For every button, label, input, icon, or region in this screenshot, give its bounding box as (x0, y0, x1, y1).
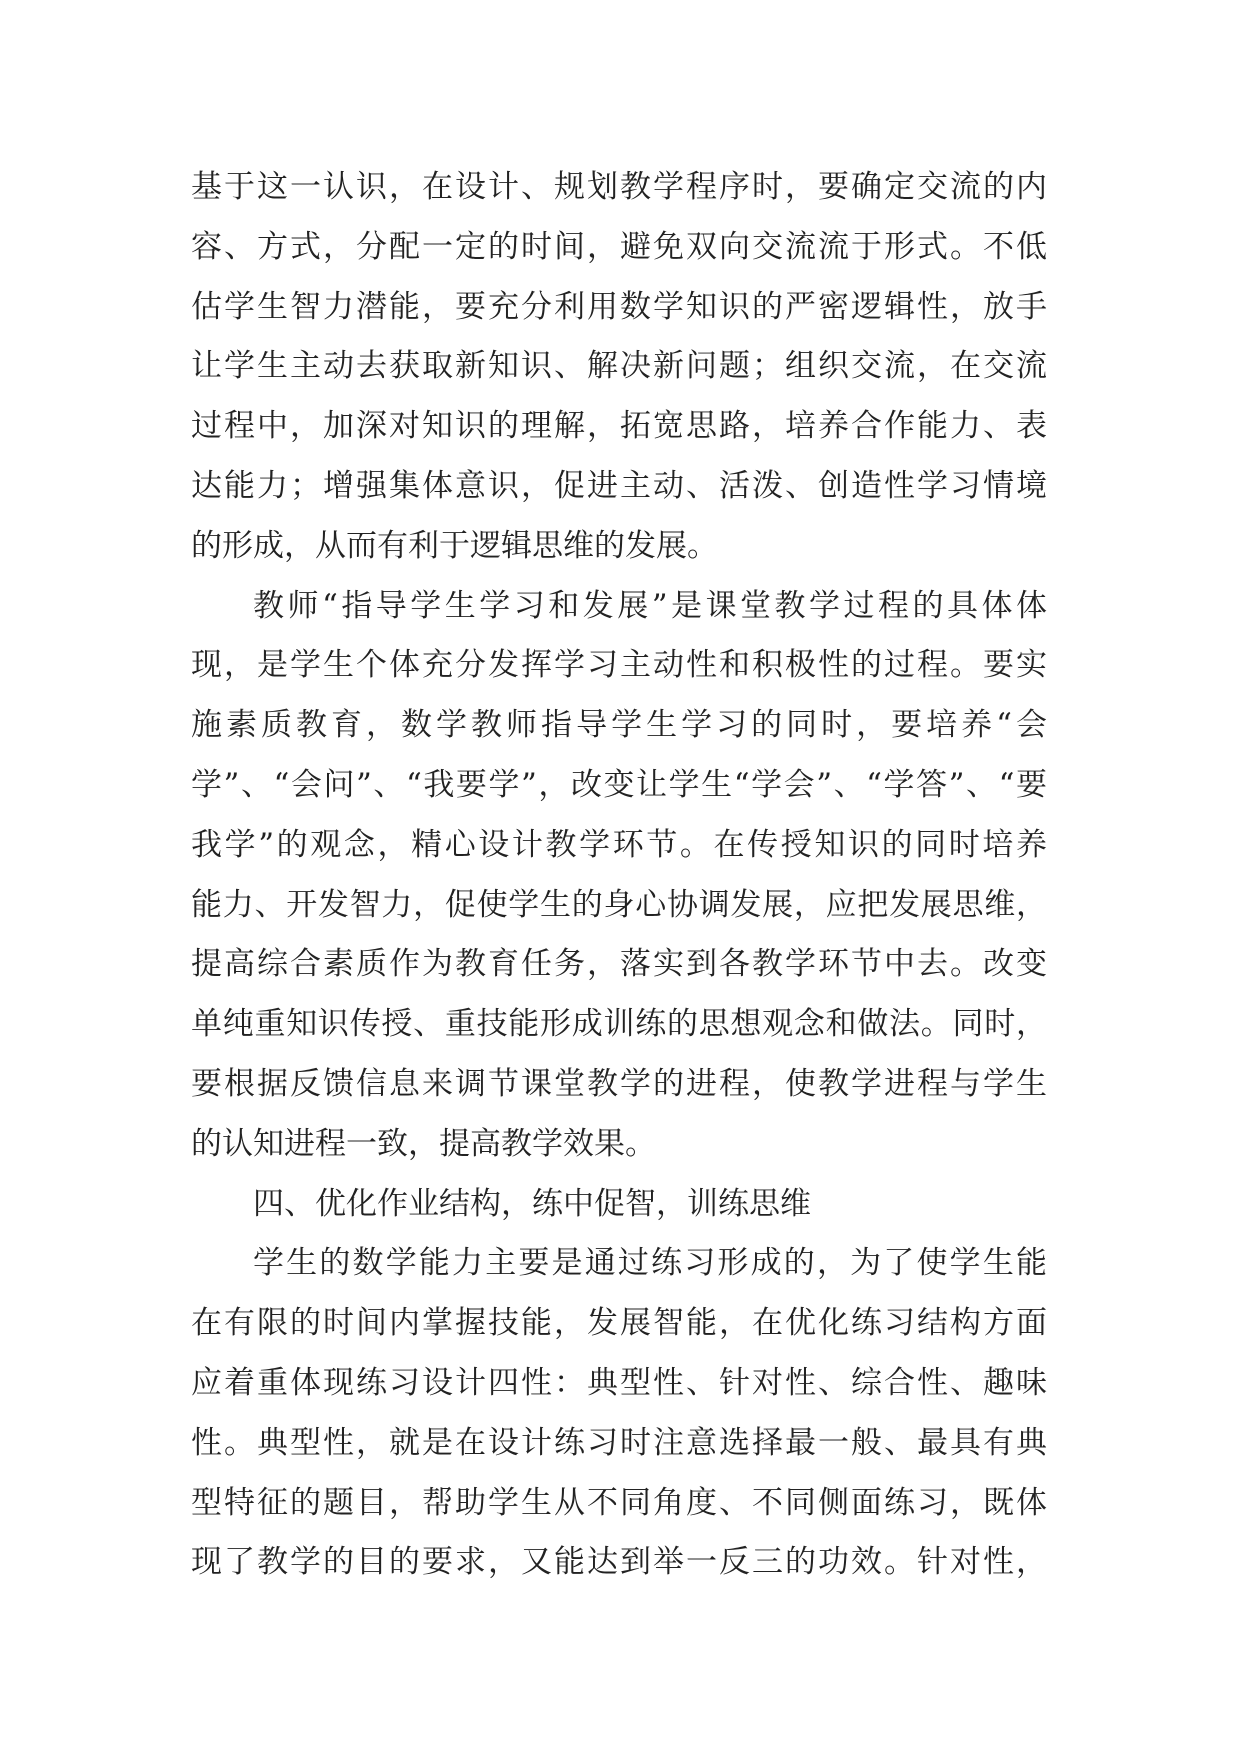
text-line: 达能力；增强集体意识，促进主动、活泼、创造性学习情境 (191, 467, 1047, 504)
text-line: 现了教学的目的要求，又能达到举一反三的功效。针对性， (191, 1544, 1047, 1581)
text-line: 能力、开发智力，促使学生的身心协调发展，应把发展思维， (191, 886, 1047, 923)
text-line: 要根据反馈信息来调节课堂教学的进程，使教学进程与学生 (191, 1065, 1047, 1102)
body-text (191, 158, 1047, 1593)
text-line: 估学生智力潜能，要充分利用数学知识的严密逻辑性，放手 (191, 288, 1047, 325)
paragraph-first-line: 教师“指导学生学习和发展”是课堂教学过程的具体体 (253, 587, 1047, 624)
text-line: 过程中，加深对知识的理解，拓宽思路，培养合作能力、表 (191, 408, 1047, 445)
text-line: 我学”的观念，精心设计教学环节。在传授知识的同时培养 (191, 826, 1047, 863)
text-line: 提高综合素质作为教育任务，落实到各教学环节中去。改变 (191, 946, 1047, 983)
text-line: 容、方式，分配一定的时间，避免双向交流流于形式。不低 (191, 228, 1047, 265)
text-line: 让学生主动去获取新知识、解决新问题；组织交流，在交流 (191, 348, 1047, 385)
text-line: 基于这一认识，在设计、规划教学程序时，要确定交流的内 (191, 169, 1047, 205)
text-line: 性。典型性，就是在设计练习时注意选择最一般、最具有典 (191, 1424, 1047, 1461)
text-line: 单纯重知识传授、重技能形成训练的思想观念和做法。同时， (191, 1006, 1047, 1043)
text-line: 的形成，从而有利于逻辑思维的发展。 (191, 527, 718, 564)
text-line: 施素质教育，数学教师指导学生学习的同时，要培养“会 (191, 707, 1047, 744)
paragraph-first-line: 学生的数学能力主要是通过练习形成的，为了使学生能 (253, 1245, 1047, 1282)
text-line: 学”、“会问”、“我要学”，改变让学生“学会”、“学答”、“要 (191, 766, 1047, 803)
text-line: 在有限的时间内掌握技能，发展智能，在优化练习结构方面 (191, 1305, 1047, 1342)
text-line: 应着重体现练习设计四性：典型性、针对性、综合性、趣味 (191, 1364, 1047, 1401)
section-heading: 四、优化作业结构，练中促智，训练思维 (253, 1185, 811, 1222)
text-line: 现，是学生个体充分发挥学习主动性和积极性的过程。要实 (191, 647, 1047, 684)
text-line: 的认知进程一致，提高教学效果。 (191, 1125, 656, 1162)
text-line: 型特征的题目，帮助学生从不同角度、不同侧面练习，既体 (191, 1484, 1047, 1521)
